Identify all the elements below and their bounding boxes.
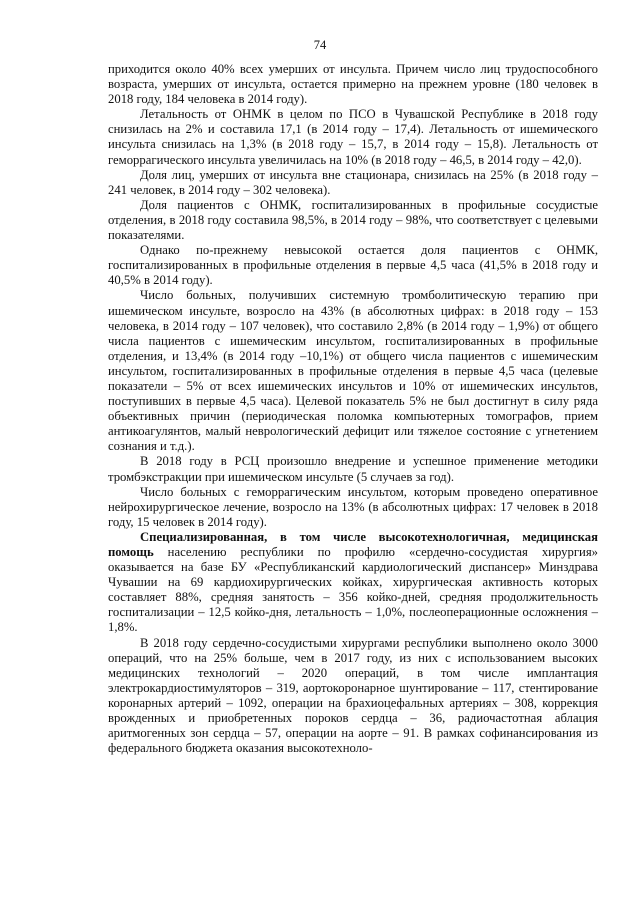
paragraph-out-of-hospital-deaths: Доля лиц, умерших от инсульта вне стационара, снизилась на 25% (в 2018 году – 241 человек, в 2014 году – 302 человека). bbox=[108, 167, 598, 197]
paragraph-lethality-pso: Летальность от ОНМК в целом по ПСО в Чувашской Республике в 2018 году снизилась на 2% и составила 17,1 (в 2014 году – 17,4). Летальность от ишемического инсульта снизилась на 1,3% (в 2018 году – 15,7, в 2014 году – 15,8). Летальность от геморрагического инсульта увеличилась на 10% (в 2018 году – 46,5, в 2014 году – 42,0). bbox=[108, 107, 598, 167]
paragraph-early-hospitalization: Однако по-прежнему невысокой остается доля пациентов с ОНМК, госпитализированных в профильные отделения в первые 4,5 часа (41,5% в 2018 году и 40,5% в 2014 году). bbox=[108, 243, 598, 288]
paragraph-profile-hospitalization: Доля пациентов с ОНМК, госпитализированных в профильные сосудистые отделения, в 2018 году составила 98,5%, в 2014 году – 98%, что соответствует с целевыми показателями. bbox=[108, 197, 598, 243]
paragraph-cardiac-operations: В 2018 году сердечно-сосудистыми хирургами республики выполнено около 3000 операций, что на 25% больше, чем в 2017 году, из них с использованием высоких медицинских технологий – 2020 операций, в том числе имплантация электрокардиостимуляторов – 319, аортокоронарное шунтирование – 117, стентирование коронарных артерий – 1092, операции на брахиоцефальных артериях – 308, коррекция врожденных и приобретенных пороков сердца – 36, радиочастотная аблация аритмогенных зон сердца – 57, операции на аорте – 91. В рамках софинансирования из федерального бюджета оказания высокотехноло- bbox=[108, 635, 598, 756]
paragraph-thrombectomy: В 2018 году в РСЦ произошло внедрение и успешное применение методики тромбэкстракции при ишемическом инсульте (5 случаев за год). bbox=[108, 454, 598, 484]
specialized-care-heading: Специализированная, в том числе высокотехнологичная, медицинская помощь bbox=[108, 529, 598, 559]
paragraph-mortality-working-age: приходится около 40% всех умерших от инсульта. Причем число лиц трудоспособного возраста, умерших от инсульта, остается примерно на прежнем уровне (180 человек в 2018 году, 184 человека в 2014 году). bbox=[108, 62, 598, 107]
paragraph-specialized-care bbox=[108, 530, 598, 636]
paragraph-thrombolysis: Число больных, получивших системную тромболитическую терапию при ишемическом инсульте, возросло на 43% (в абсолютных цифрах: в 2018 году – 153 человека, в 2014 году – 107 человек), что составило 2,8% (в 2014 году – 1,9%) от общего числа пациентов с ишемическим инсультом, госпитализированных в профильные отделения, и 13,4% (в 2014 году –10,1%) от общего числа пациентов с ишемическим инсультом, госпитализированных в профильные отделения в первые 4,5 часа (целевые показатели – 5% от всех ишемических инсультов и 10% от ишемических инсультов, поступивших в первые 4,5 часа). Целевой показатель 5% не был достигнут в силу ряда объективных причин (периодическая поломка компьютерных томографов, прием антикоагулянтов, малый неврологический дефицит или тяжелое состояние с угнетением сознания и т.д.). bbox=[108, 288, 598, 454]
specialized-care-text: населению республики по профилю «сердечно-сосудистая хирургия» оказывается на базе БУ «Республиканский кардиологический диспансер» Минздрава Чувашии на 69 кардиохирургических койках, хирургическая активность которых составляет 88%, средняя занятость – 356 койко-дней, средняя продолжительность госпитализации – 12,5 койко-дня, летальность – 1,0%, послеоперационные осложнения – 1,8%. bbox=[108, 545, 598, 635]
paragraph-neurosurgery: Число больных с геморрагическим инсультом, которым проведено оперативное нейрохирургическое лечение, возросло на 13% (в абсолютных цифрах: 17 человек в 2018 году, 15 человек в 2014 году). bbox=[108, 484, 598, 529]
document-body bbox=[108, 62, 598, 756]
page-number: 74 bbox=[313, 38, 327, 52]
